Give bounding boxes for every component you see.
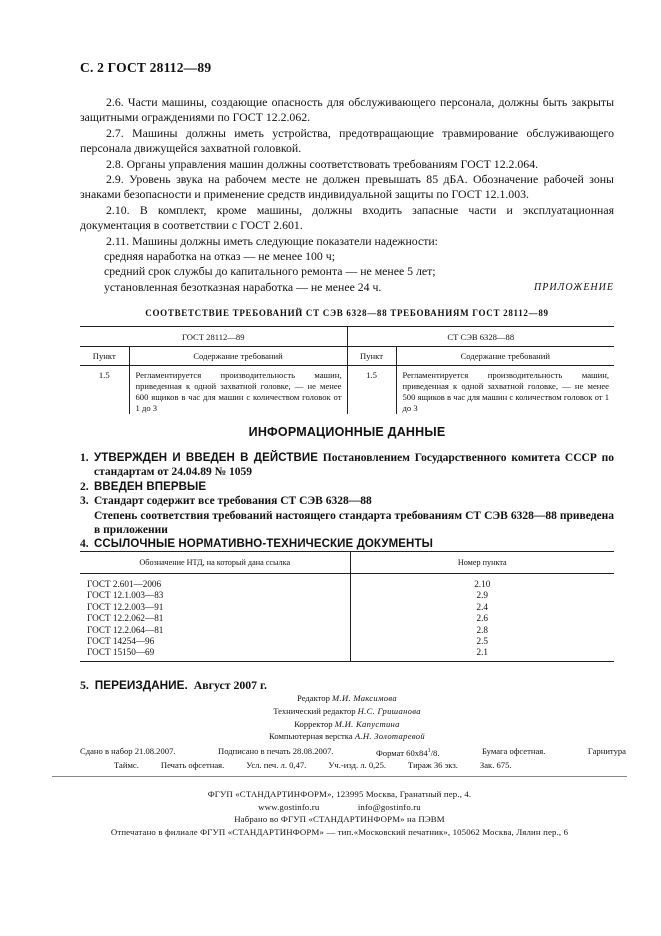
paragraph-2-10: 2.10. В комплект, кроме машины, должны входить запасные части и эксплуатационная документация в соответствии с ГОСТ 2.601. <box>80 202 614 233</box>
cell-item: 1.5 <box>347 366 396 415</box>
reliability-item: средняя наработка на отказ — не менее 100 ч; <box>104 249 335 264</box>
table-row: ГОСТ 12.2.062—81 2.6 <box>80 613 614 624</box>
editorial-credits <box>80 692 614 743</box>
paragraph-2-11: 2.11. Машины должны иметь следующие показатели надежности: <box>106 233 438 248</box>
credit-tech-editor: Технический редактор Н.С. Гришанова <box>273 705 421 716</box>
email-link[interactable]: info@gostinfo.ru <box>357 801 421 812</box>
credit-proofreader: Корректор М.И. Капустина <box>294 718 400 729</box>
website-link[interactable]: www.gostinfo.ru <box>258 801 320 812</box>
appendix-title: СООТВЕТСТВИЕ ТРЕБОВАНИЙ СТ СЭВ 6328—88 ТРЕБОВАНИЯМ ГОСТ 28112—89 <box>145 308 549 318</box>
compliance-table <box>80 326 614 414</box>
requirements-text <box>80 95 614 295</box>
column-header-clause: Номер пункта <box>350 552 614 574</box>
info-section-title: ИНФОРМАЦИОННЫЕ ДАННЫЕ <box>248 425 446 439</box>
reliability-item: средний срок службы до капитального ремонта — не менее 5 лет; <box>104 264 436 279</box>
table-row: ГОСТ 15150—69 2.1 <box>80 647 614 661</box>
info-item-3-detail: Степень соответствия требований настоящего стандарта требованиям СТ СЭВ 6328—88 приведена в приложении <box>94 509 614 537</box>
column-group-st-sev: СТ СЭВ 6328—88 <box>347 327 614 347</box>
reliability-item: установленная безотказная наработка — не менее 24 ч. <box>104 279 382 294</box>
page-header: С. 2 ГОСТ 28112—89 <box>80 60 212 75</box>
paragraph-2-6: 2.6. Части машины, создающие опасность для обслуживающего персонала, должны быть закрыты защитными ограждениями по ГОСТ 12.2.062. <box>80 95 614 125</box>
paragraph-2-8: 2.8. Органы управления машин должны соответствовать требованиям ГОСТ 12.2.064. <box>106 156 539 171</box>
cell-item: 1.5 <box>98 370 110 380</box>
info-item-3: 3. Стандарт содержит все требования СТ СЭВ 6328—88 <box>80 495 372 508</box>
info-section <box>80 451 614 552</box>
reissue-date: Август 2007 г. <box>193 678 267 692</box>
print-imprint: Сдано в набор 21.08.2007. Подписано в печать 28.08.2007. Формат $60x84^1/8$. Бумага офсетная. Гарнитура Таймс. Печать офсетная. Усл. печ. л. 0,47. Уч.-изд. л. 0,25. Тираж 36 экз. Зак. 675. <box>80 746 626 771</box>
footer-divider <box>52 776 627 777</box>
info-item-2: 2. ВВЕДЕН ВПЕРВЫЕ <box>80 480 207 493</box>
column-header-item: Пункт <box>80 347 129 366</box>
publisher-footer: ФГУП «СТАНДАРТИНФОРМ», 123995 Москва, Гранатный пер., 4. www.gostinfo.ru info@gostinfo.ru Набрано во ФГУП «СТАНДАРТИНФОРМ» на ПЭВМ Отпечатано в филиале ФГУП «СТАНДАРТИНФОРМ» — тип.«Московский печатник», 105062 Москва, Лялин пер., 6 <box>110 789 569 837</box>
column-header-content: Содержание требований <box>396 347 614 366</box>
column-group-gost: ГОСТ 28112—89 <box>80 327 347 347</box>
table-row <box>80 366 614 415</box>
table-row: ГОСТ 14254—96 2.5 <box>80 636 614 647</box>
credit-layout: Компьютерная верстка А.Н. Золотаревой <box>269 731 425 742</box>
reissue-heading: ПЕРЕИЗДАНИЕ. <box>94 678 188 692</box>
credit-editor: Редактор М.И. Максимова <box>297 693 397 703</box>
references-table <box>80 551 614 662</box>
info-item-1-heading: УТВЕРЖДЕН И ВВЕДЕН В ДЕЙСТВИЕ <box>94 452 318 464</box>
info-item-1-text: Постановлением Государственного комитета СССР по стандартам от 24.04.89 № 1059 <box>94 452 614 479</box>
info-item-1: 1. УТВЕРЖДЕН И ВВЕДЕН В ДЕЙСТВИЕ Постановлением Государственного комитета СССР по стандартам от 24.04.89 № 1059 <box>80 452 614 479</box>
table-row: ГОСТ 12.2.064—81 2.8 <box>80 625 614 636</box>
info-item-4: 4. ССЫЛОЧНЫЕ НОРМАТИВНО-ТЕХНИЧЕСКИЕ ДОКУМЕНТЫ <box>80 538 433 551</box>
column-header-item: Пункт <box>347 347 396 366</box>
column-header-document: Обозначение НТД, на который дана ссылка <box>80 552 350 574</box>
paragraph-2-7: 2.7. Машины должны иметь устройства, предотвращающие травмирование обслуживающего персонала движущейся захватной головкой. <box>80 125 614 156</box>
cell-content: Регламентируется производительность машин, приведенная к одной захватной головке, — не менее 500 ящиков в час для машин с количеством головок от 1 до 3 <box>396 366 614 415</box>
paragraph-2-9: 2.9. Уровень звука на рабочем месте не должен превышать 85 дБА. Обозначение рабочей зоны знаками безопасности и применение средств индивидуальной защиты по ГОСТ 12.1.003. <box>80 172 614 202</box>
appendix-label: ПРИЛОЖЕНИЕ <box>534 282 614 293</box>
table-row: ГОСТ 2.601—2006 2.10 <box>80 574 614 591</box>
cell-content: Регламентируется производительность машин, приведенная к одной захватной головке, — не менее 600 ящиков в час для машин с количеством головок от 1 до 3 <box>129 366 347 415</box>
reissue-line: 5. ПЕРЕИЗДАНИЕ. Август 2007 г. <box>80 678 267 692</box>
table-row: ГОСТ 12.2.003—91 2.4 <box>80 602 614 613</box>
table-row: ГОСТ 12.1.003—83 2.9 <box>80 590 614 601</box>
column-header-content: Содержание требований <box>129 347 347 366</box>
